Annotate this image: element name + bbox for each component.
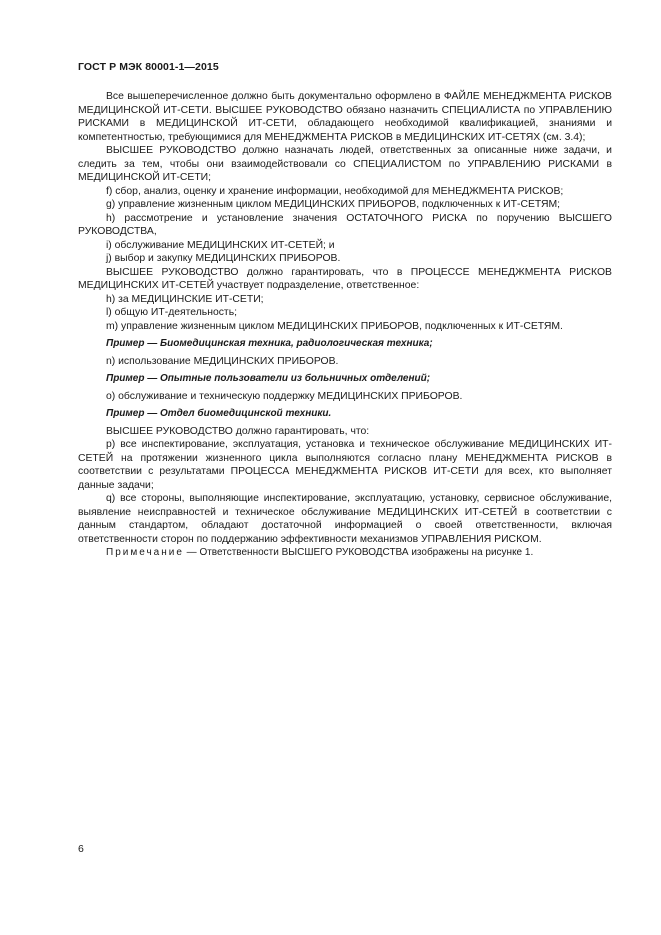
example-text: Пример — Биомедицинская техника, радиологическая техника; xyxy=(106,338,433,349)
document-body xyxy=(78,90,612,560)
note xyxy=(78,546,612,560)
paragraph: ВЫСШЕЕ РУКОВОДСТВО должно назначать людей, ответственных за описанные ниже задачи, и следить за тем, чтобы они взаимодействовали со СПЕЦИАЛИСТОМ по УПРАВЛЕНИЮ РИСКАМИ в МЕДИЦИНСКОЙ ИТ-СЕТИ; xyxy=(78,145,612,183)
list-item: l) общую ИТ-деятельность; xyxy=(106,307,237,318)
note-label: Примечание xyxy=(106,547,184,558)
page-number: 6 xyxy=(78,843,84,855)
list-item: h) за МЕДИЦИНСКИЕ ИТ-СЕТИ; xyxy=(106,293,264,305)
example-text: Пример — Опытные пользователи из больничных отделений; xyxy=(106,373,431,384)
paragraph: ВЫСШЕЕ РУКОВОДСТВО должно гарантировать, что: xyxy=(106,425,370,437)
list-item: q) все стороны, выполняющие инспектирование, эксплуатацию, установку, сервисное обслуживание, выявление неисправностей и техническое обслуживание МЕДИЦИНСКИХ ИТ-СЕТЕЙ в соответствии с данным стандартом, обладают достаточной информацией о своей ответственности, включая ответственности сторон по поддержанию эффективности механизмов УПРАВЛЕНИЯ РИСКОМ. xyxy=(78,493,612,545)
example-text: Пример — Отдел биомедицинской техники. xyxy=(106,408,332,419)
document-header: ГОСТ Р МЭК 80001-1—2015 xyxy=(78,61,219,73)
paragraph: ВЫСШЕЕ РУКОВОДСТВО должно гарантировать, что в ПРОЦЕССЕ МЕНЕДЖМЕНТА РИСКОВ МЕДИЦИНСКИХ ИТ-СЕТЕЙ участвует подразделение, ответственное: xyxy=(78,266,612,291)
list-item: i) обслуживание МЕДИЦИНСКИХ ИТ-СЕТЕЙ; и xyxy=(106,239,335,251)
list-item: g) управление жизненным циклом МЕДИЦИНСКИХ ПРИБОРОВ, подключенных к ИТ-СЕТЯМ; xyxy=(106,199,561,210)
list-item: o) обслуживание и техническую поддержку МЕДИЦИНСКИХ ПРИБОРОВ. xyxy=(106,390,463,402)
list-item: p) все инспектирование, эксплуатация, установка и техническое обслуживание МЕДИЦИНСКИХ ИТ-СЕТЕЙ на протяжении жизненного цикла выполняются согласно плану МЕНЕДЖМЕНТА РИСКОВ в соответствии с результатами ПРОЦЕССА МЕНЕДЖМЕНТА РИСКОВ ИТ-СЕТИ для всех, кто выполняет данные задачи; xyxy=(78,439,612,491)
paragraph: Все вышеперечисленное должно быть документально оформлено в ФАЙЛЕ МЕНЕДЖМЕНТА РИСКОВ МЕДИЦИНСКОЙ ИТ-СЕТИ. ВЫСШЕЕ РУКОВОДСТВО обязано назначить СПЕЦИАЛИСТА по УПРАВЛЕНИЮ РИСКАМИ в МЕДИЦИНСКОЙ ИТ-СЕТИ, обладающего необходимой квалификацией, знаниями и компетентностью, требующимися для МЕНЕДЖМЕНТА РИСКОВ в МЕДИЦИНСКИХ ИТ-СЕТЯХ (см. 3.4); xyxy=(78,91,612,143)
list-item: n) использование МЕДИЦИНСКИХ ПРИБОРОВ. xyxy=(106,355,339,367)
list-item: f) сбор, анализ, оценку и хранение информации, необходимой для МЕНЕДЖМЕНТА РИСКОВ; xyxy=(106,185,564,197)
list-item: j) выбор и закупку МЕДИЦИНСКИХ ПРИБОРОВ. xyxy=(106,253,341,264)
list-item: m) управление жизненным циклом МЕДИЦИНСКИХ ПРИБОРОВ, подключенных к ИТ-СЕТЯМ. xyxy=(106,320,563,332)
note-text: — Ответственности ВЫСШЕГО РУКОВОДСТВА изображены на рисунке 1. xyxy=(183,547,534,558)
list-item: h) рассмотрение и установление значения ОСТАТОЧНОГО РИСКА по поручению ВЫСШЕГО РУКОВОДСТВА, xyxy=(78,212,612,237)
